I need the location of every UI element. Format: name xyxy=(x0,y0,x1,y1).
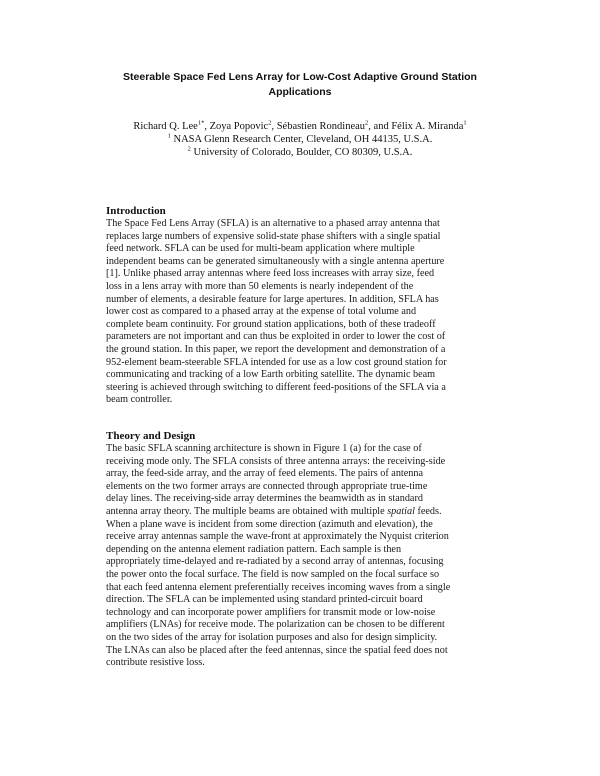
affiliation-1 xyxy=(80,133,520,146)
theory-line-spatial xyxy=(106,506,496,519)
intro-line: steering is achieved through switching to different feed-positions of the SFLA via a xyxy=(106,381,446,393)
introduction-heading: Introduction xyxy=(106,205,166,217)
spatial-emphasis: spatial xyxy=(387,505,415,517)
intro-line: feed network. SFLA can be used for multi-beam application where multiple xyxy=(106,243,415,255)
author-popovic: , Zoya Popovic xyxy=(204,121,269,132)
theory-paragraph xyxy=(106,443,496,670)
affiliation-2 xyxy=(80,146,520,159)
theory-line: The basic SFLA scanning architecture is shown in Figure 1 (a) for the case of xyxy=(106,443,422,454)
intro-line: replaces large numbers of expensive solid-state phase shifters with a single spatial xyxy=(106,230,441,242)
title-line-1: Steerable Space Fed Lens Array for Low-Cost Adaptive Ground Station xyxy=(123,71,477,83)
author-block xyxy=(80,120,520,159)
theory-line: array, the feed-side array, and the array of feed elements. The pairs of antenna xyxy=(106,468,423,480)
introduction-paragraph xyxy=(106,218,496,407)
theory-line: amplifiers (LNAs) for receive mode. The polarization can be chosen to be different xyxy=(106,619,445,631)
theory-heading: Theory and Design xyxy=(106,430,196,442)
paper-title xyxy=(100,70,500,100)
intro-line: lower cost as compared to a phased array at the expense of total volume and xyxy=(106,306,417,318)
author-miranda: , and Félix A. Miranda xyxy=(368,121,464,132)
author-lee-affiliation: 1* xyxy=(197,119,205,127)
intro-line: number of elements, a desirable feature for large apertures. In addition, SFLA has xyxy=(106,293,439,305)
theory-line: depending on the antenna element radiation pattern. Each sample is then xyxy=(106,543,402,555)
title-line-2: Applications xyxy=(268,86,332,98)
theory-line: technology and can incorporate power amplifiers for transmit mode or low-noise xyxy=(106,606,436,618)
theory-line: on the two sides of the array for isolation purposes and also for design simplicity. xyxy=(106,631,438,643)
theory-line-spatial-post: feeds. xyxy=(414,505,442,517)
author-miranda-affiliation: 1 xyxy=(463,119,467,127)
intro-line: the ground station. In this paper, we report the development and demonstration of a xyxy=(106,343,446,355)
theory-line: receive array antennas sample the wave-front at approximately the Nyquist criterion xyxy=(106,531,449,543)
intro-line: beam controller. xyxy=(106,394,173,406)
author-rondineau: , Sébastien Rondineau xyxy=(271,121,366,132)
intro-line: [1]. Unlike phased array antennas where feed loss increases with array size, feed xyxy=(106,268,435,280)
intro-line: independent beams can be generated simultaneously with a single antenna aperture xyxy=(106,255,445,267)
theory-line: appropriately time-delayed and re-radiated by a second array of antennas, focusing xyxy=(106,556,444,568)
theory-line-spatial-pre: antenna array theory. The multiple beams are obtained with multiple xyxy=(106,505,388,517)
author-popovic-affiliation: 2 xyxy=(268,119,272,127)
theory-line: elements on the two former arrays are connected through appropriate true-time xyxy=(106,480,428,492)
intro-line: loss in a lens array with more than 50 elements is nearly independent of the xyxy=(106,280,414,292)
affiliation-2-text: University of Colorado, Boulder, CO 80309, U.S.A. xyxy=(190,147,413,158)
intro-line: parameters are not important and can thus be exploited in order to lower the cost of xyxy=(106,331,446,343)
affiliation-1-marker: 1 xyxy=(167,132,171,140)
author-rondineau-affiliation: 2 xyxy=(365,119,369,127)
intro-line: communicating and tracking of a low Earth orbiting satellite. The dynamic beam xyxy=(106,369,436,381)
theory-line: The LNAs can also be placed after the feed antennas, since the spatial feed does not xyxy=(106,644,448,656)
theory-line: the power onto the focal surface. The field is now sampled on the focal surface so xyxy=(106,568,440,580)
theory-line: that each feed antenna element preferentially receives incoming waves from a single xyxy=(106,581,451,593)
theory-line: direction. The SFLA can be implemented using standard printed-circuit board xyxy=(106,594,423,606)
theory-line: receiving mode only. The SFLA consists of three antenna arrays: the receiving-side xyxy=(106,455,446,467)
intro-line: complete beam continuity. For ground station applications, both of these tradeoff xyxy=(106,318,436,330)
theory-line: contribute resistive loss. xyxy=(106,657,205,669)
theory-line: delay lines. The receiving-side array determines the beamwidth as in standard xyxy=(106,493,423,505)
theory-line: When a plane wave is incident from some direction (azimuth and elevation), the xyxy=(106,518,433,530)
affiliation-1-text: NASA Glenn Research Center, Cleveland, OH 44135, U.S.A. xyxy=(170,134,433,145)
affiliation-2-marker: 2 xyxy=(187,145,191,153)
intro-line: The Space Fed Lens Array (SFLA) is an alternative to a phased array antenna that xyxy=(106,218,440,229)
author-lee: Richard Q. Lee xyxy=(133,121,198,132)
intro-line: 952-element beam-steerable SFLA intended for use as a low cost ground station for xyxy=(106,356,447,368)
author-list xyxy=(80,120,520,133)
